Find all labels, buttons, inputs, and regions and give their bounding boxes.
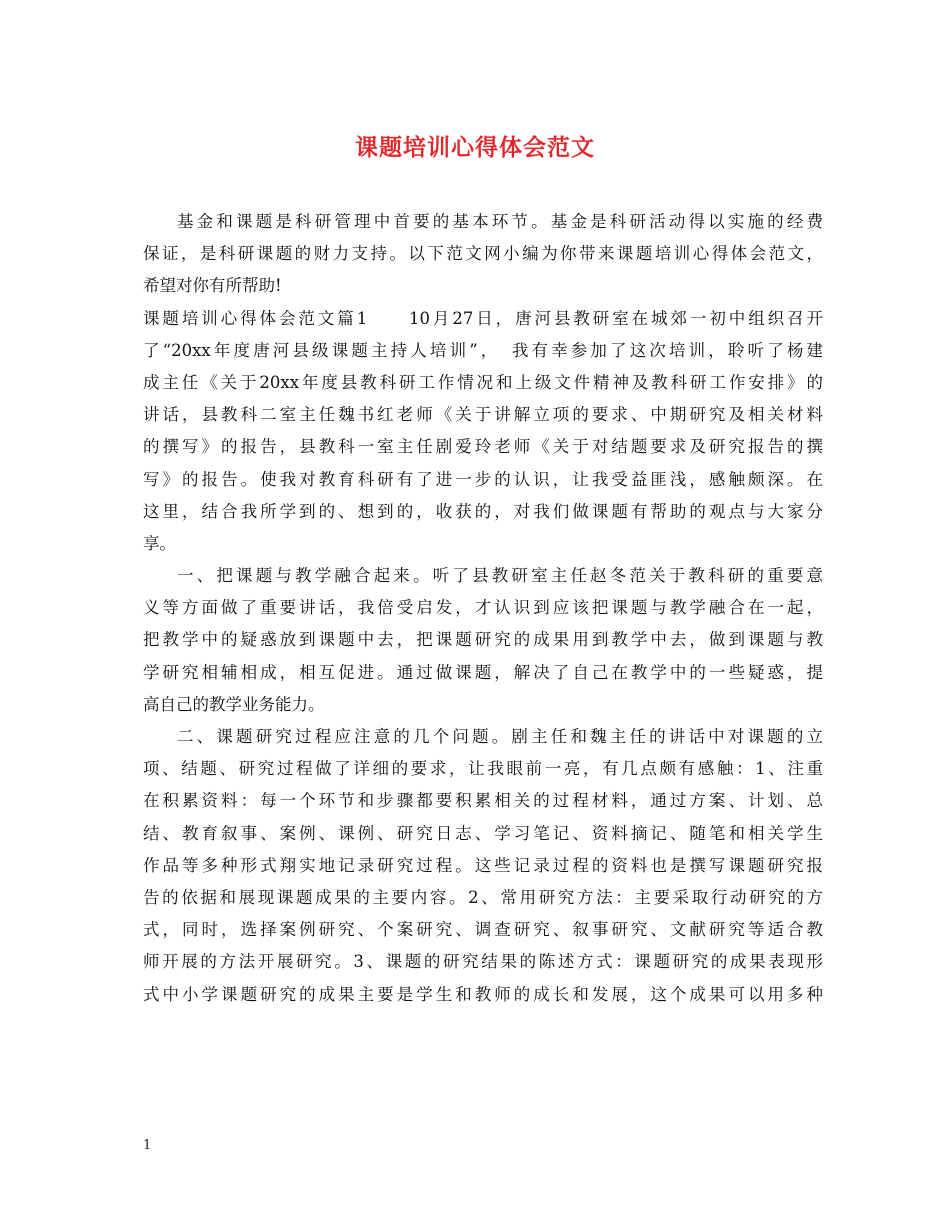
text-line: 学研究相辅相成，相互促进。通过做课题，解决了自己在教学中的一些疑惑，提 (143, 662, 823, 682)
text-line: 的撰写》的报告，县教科一室主任剧爱玲老师《关于对结题要求及研究报告的撰 (143, 437, 823, 457)
text-line: 写》的报告。使我对教育科研有了进一步的认识，让我受益匪浅，感触颇深。在 (143, 469, 823, 489)
text-line: 了“20xx年度唐河县级课题主持人培训”， 我有幸参加了这次培训，聆听了杨建 (143, 340, 823, 360)
text-line: 在积累资料：每一个环节和步骤都要积累相关的过程材料，通过方案、计划、总 (143, 791, 823, 811)
text-line: 义等方面做了重要讲话，我倍受启发，才认识到应该把课题与教学融合在一起， (143, 598, 823, 618)
text-line: 高自己的教学业务能力。 (143, 694, 325, 714)
text-line: 式，同时，选择案例研究、个案研究、调查研究、叙事研究、文献研究等适合教 (143, 920, 823, 940)
text-line: 项、结题、研究过程做了详细的要求，让我眼前一亮，有几点颇有感触：1、注重 (143, 759, 823, 779)
text-line: 基金和课题是科研管理中首要的基本环节。基金是科研活动得以实施的经费 (177, 212, 823, 231)
text-line: 讲话，县教科二室主任魏书红老师《关于讲解立项的要求、中期研究及相关材料 (143, 405, 823, 425)
text-line: 一、把课题与教学融合起来。听了县教研室主任赵冬范关于教科研的重要意 (177, 566, 823, 586)
document-body (143, 206, 823, 1011)
text-line: 二、课题研究过程应注意的几个问题。剧主任和魏主任的讲话中对课题的立 (177, 727, 823, 746)
text-line: 师开展的方法开展研究。3、课题的研究结果的陈述方式：课题研究的成果表现形 (143, 952, 823, 972)
text-line: 这里，结合我所学到的、想到的，收获的，对我们做课题有帮助的观点与大家分 (143, 501, 823, 521)
text-line: 课题培训心得体会范文篇1 10月27日，唐河县教研室在城郊一初中组织召开 (143, 308, 823, 328)
text-line: 享。 (143, 533, 176, 553)
text-line: 告的依据和展现课题成果的主要内容。2、常用研究方法：主要采取行动研究的方 (143, 887, 823, 907)
text-line: 把教学中的疑惑放到课题中去，把课题研究的成果用到教学中去，做到课题与教 (143, 630, 823, 650)
text-line: 保证，是科研课题的财力支持。以下范文网小编为你带来课题培训心得体会范文， (143, 244, 823, 264)
page-number: 1 (143, 1138, 152, 1153)
text-line: 成主任《关于20xx年度县教科研工作情况和上级文件精神及教科研工作安排》的 (143, 372, 823, 392)
text-line: 结、教育叙事、案例、课例、研究日志、学习笔记、资料摘记、随笔和相关学生 (143, 823, 823, 843)
text-line: 希望对你有所帮助! (143, 276, 282, 296)
text-line: 作品等多种形式翔实地记录研究过程。这些记录过程的资料也是撰写课题研究报 (143, 855, 823, 875)
document-title: 课题培训心得体会范文 (355, 134, 595, 161)
text-line: 式中小学课题研究的成果主要是学生和教师的成长和发展，这个成果可以用多种 (143, 984, 823, 1004)
